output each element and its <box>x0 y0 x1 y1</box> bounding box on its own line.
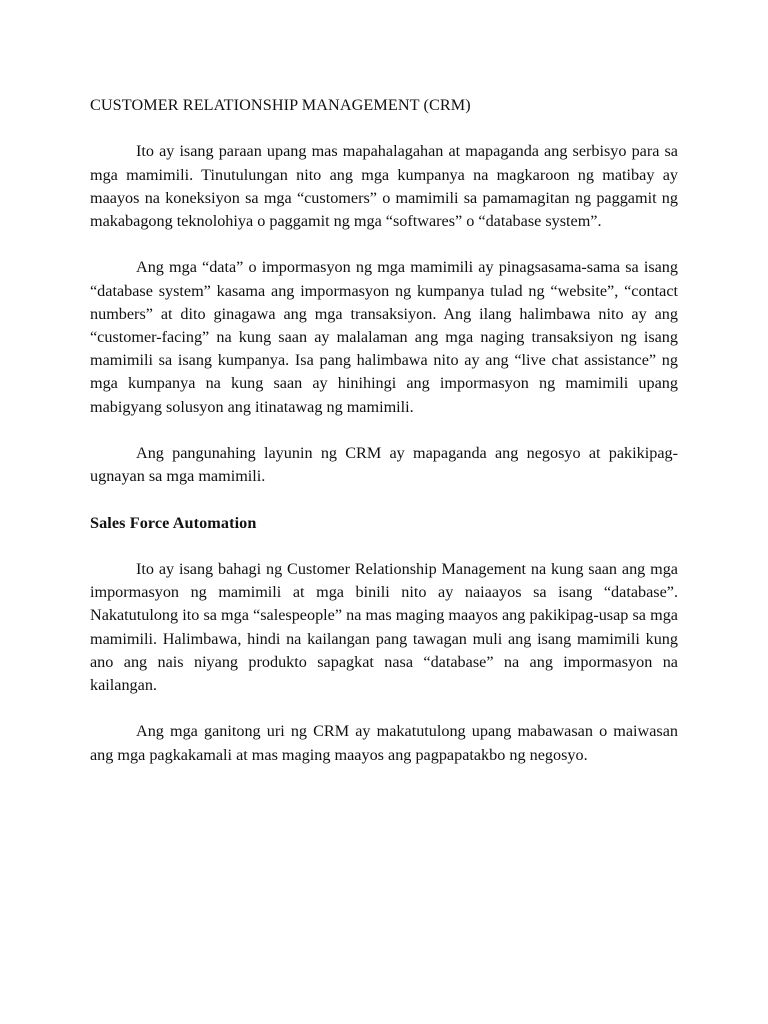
spacer <box>90 535 678 558</box>
paragraph-crm-goal: Ang pangunahing layunin ng CRM ay mapaganda ang negosyo at pakikipag-ugnayan sa mga mamimili. <box>90 444 678 486</box>
paragraph-crm-data: Ang mga “data” o impormasyon ng mga mamimili ay pinagsasama-sama sa isang “database system” kasama ang impormasyon ng kumpanya tulad ng “website”, “contact numbers” at dito ginagawa ang mga transaksiyon. Ang ilang halimbawa nito ay ang “customer-facing” na kung saan ay malalaman ang mga naging transaksiyon ng isang mamimili sa isang kumpanya. Isa pang halimbawa nito ay ang “live chat assistance” ng mga kumpanya na kung saan ay hinihingi ang impormasyon ng mamimili upang mabigyang solusyon ang itinatawag ng mamimili. <box>90 258 678 416</box>
document-title: CUSTOMER RELATIONSHIP MANAGEMENT (CRM) <box>90 96 471 114</box>
paragraph-sfa-definition: Ito ay isang bahagi ng Customer Relationship Management na kung saan ang mga impormasyon ng mamimili at mga binili nito ay naiaayos sa isang “database”. Nakatutulong ito sa mga “salespeople” na mas maging maayos ang pakikipag-usap sa mga mamimili. Halimbawa, hindi na kailangan pang tawagan muli ang isang mamimili kung ano ang nais niyang produkto sapagkat nasa “database” na ang impormasyon na kailangan. <box>90 559 678 694</box>
section-heading-sales-force-automation: Sales Force Automation <box>90 513 257 532</box>
paragraph-sfa-benefit: Ang mga ganitong uri ng CRM ay makatutulong upang mabawasan o maiwasan ang mga pagkakamali at mas maging maayos ang pagpapatakbo ng negosyo. <box>90 722 678 764</box>
spacer <box>90 117 678 140</box>
spacer <box>90 419 678 442</box>
spacer <box>90 233 678 256</box>
paragraph-crm-definition: Ito ay isang paraan upang mas mapahalagahan at mapaganda ang serbisyo para sa mga mamimili. Tinutulungan nito ang mga kumpanya na magkaroon ng matibay ay maayos na koneksiyon sa mga “customers” o mamimili sa pamamagitan ng paggamit ng makabagong teknolohiya o paggamit ng mga “softwares” o “database system”. <box>90 142 678 230</box>
spacer <box>90 697 678 720</box>
spacer <box>90 488 678 511</box>
